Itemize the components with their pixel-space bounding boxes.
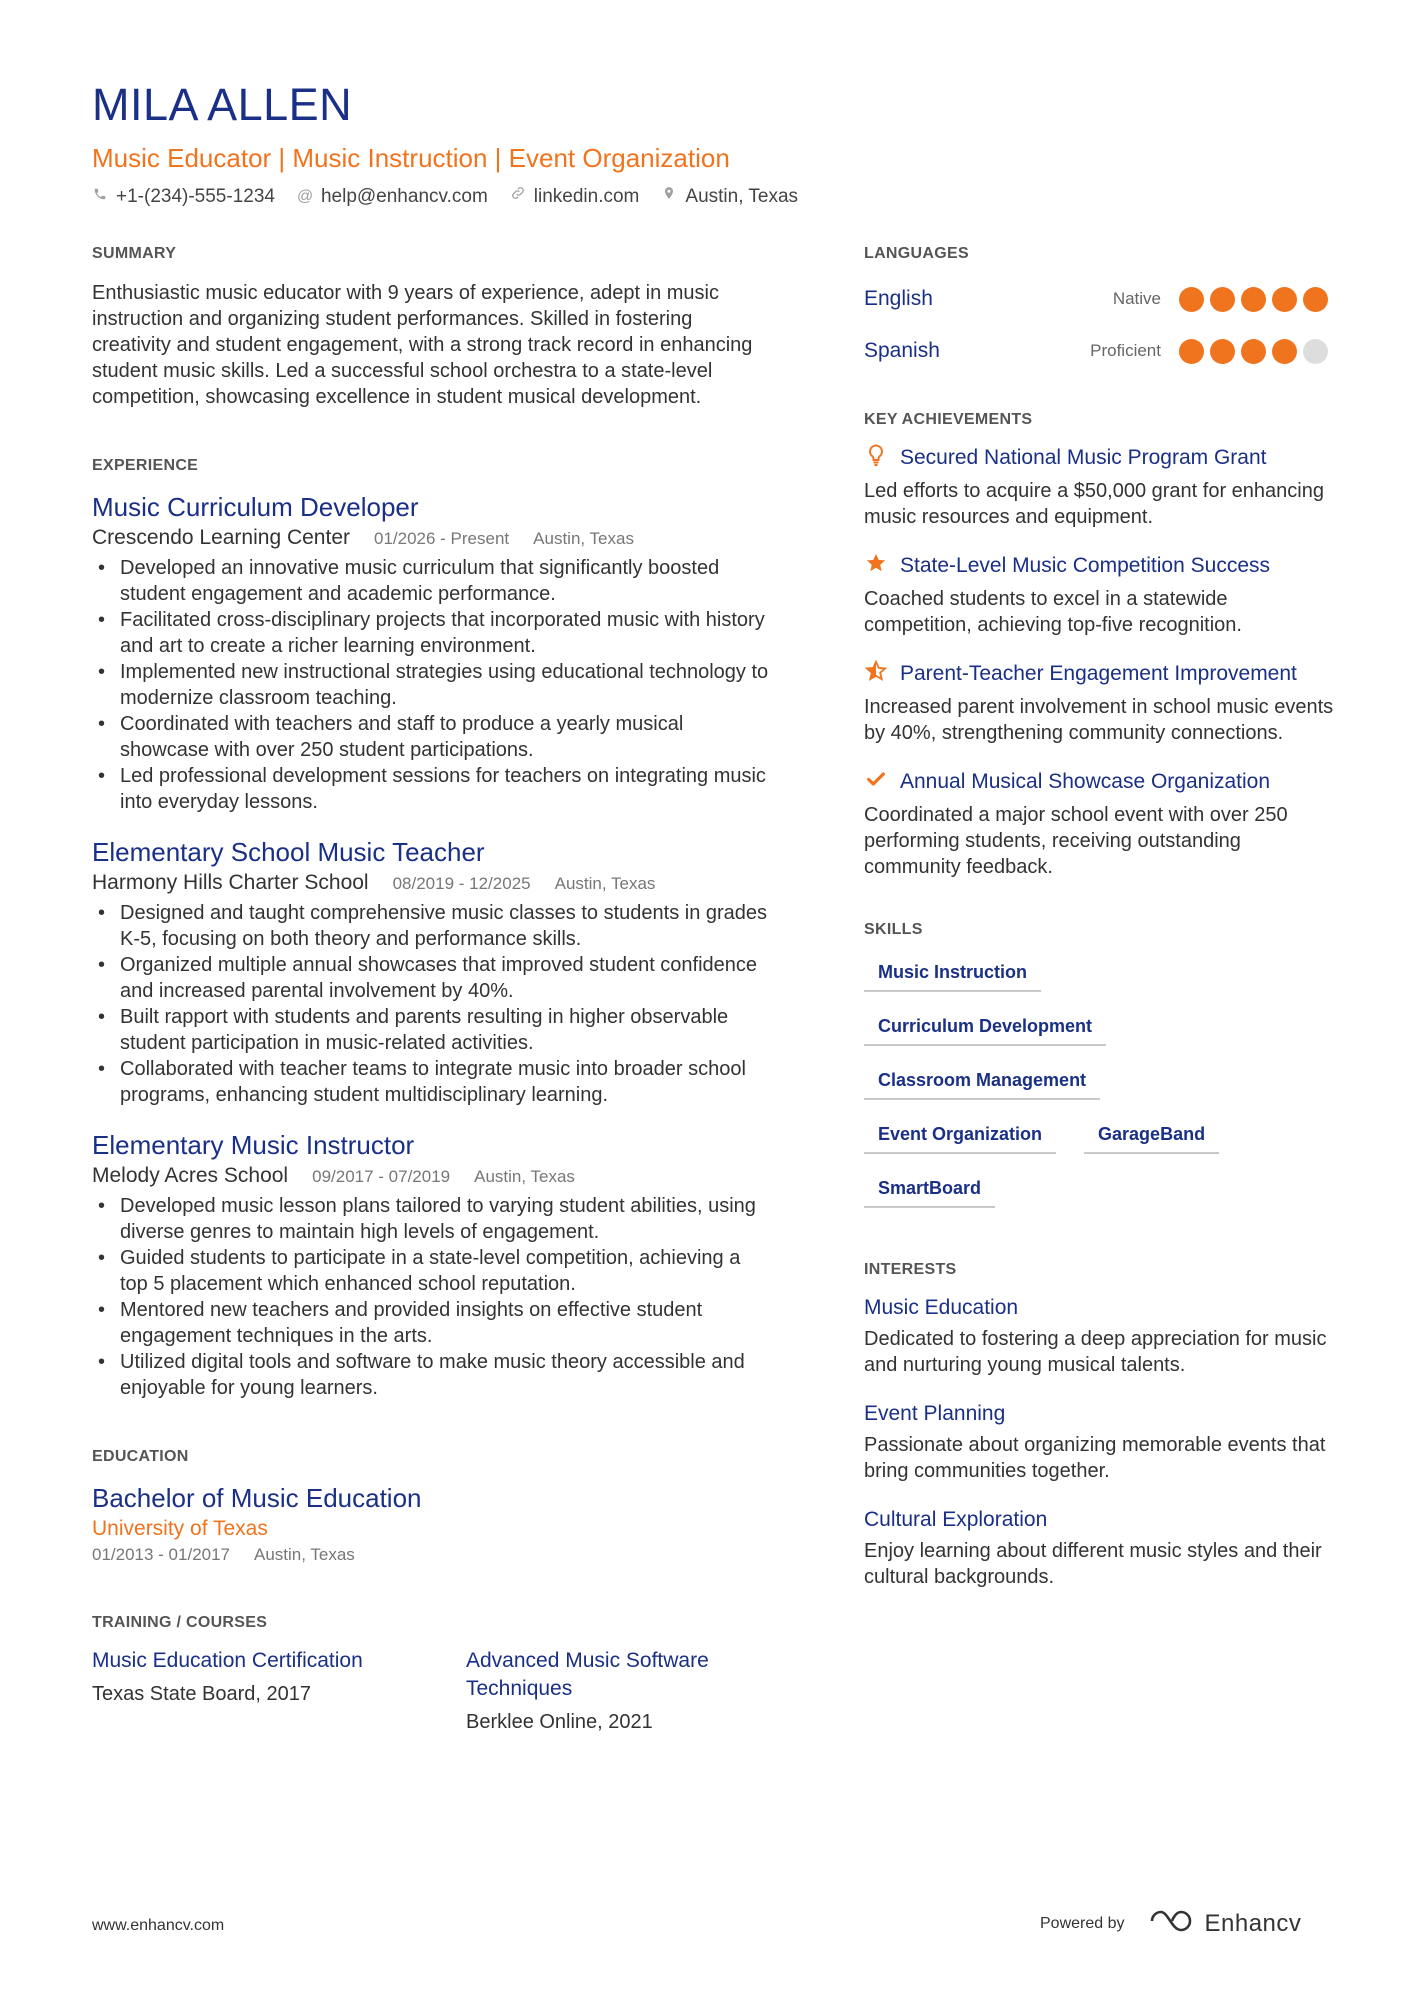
section-title: KEY ACHIEVEMENTS — [864, 411, 1033, 428]
job-title: Elementary Music Instructor — [92, 1130, 415, 1160]
achievement-head — [864, 552, 1334, 582]
section-title: SUMMARY — [92, 245, 177, 262]
interest-desc: Enjoy learning about different music styles and their cultural backgrounds. — [864, 1540, 1322, 1588]
bullet-item: • Guided students to participate in a state-level competition, achieving a top 5 placement which enhanced school reputation. — [92, 1245, 772, 1297]
contact-link[interactable] — [510, 184, 640, 210]
skill-row — [864, 1118, 1334, 1154]
interest-desc: Dedicated to fostering a deep appreciation for music and nurturing young musical talents. — [864, 1328, 1327, 1376]
job-company: Melody Acres School — [92, 1164, 289, 1187]
link-icon — [510, 184, 526, 210]
rating-dot-filled — [1303, 287, 1328, 312]
achievement-item — [864, 660, 1334, 746]
summary-text: Enthusiastic music educator with 9 years of experience, adept in music instruction and organizing student performances. Skilled in fostering creativity and student engagement, with a strong track record in enhancing student music skills. Led a successful school orchestra to a state-level competition, showcasing excellence in student musical development. — [92, 282, 753, 408]
training-item — [466, 1647, 766, 1735]
job-bullets — [92, 555, 792, 815]
achievement-title: Annual Musical Showcase Organization — [900, 770, 1271, 793]
interest-item — [864, 1400, 1334, 1484]
education-section — [92, 1447, 792, 1567]
footer-branding — [1040, 1907, 1301, 1940]
rating-dot-filled — [1272, 287, 1297, 312]
rating-dot-filled — [1241, 287, 1266, 312]
bullet-item: • Facilitated cross-disciplinary projects that incorporated music with history and art to create a richer learning environment. — [92, 607, 772, 659]
job-date: 01/2026 - Present — [374, 529, 510, 548]
achievement-title: Parent-Teacher Engagement Improvement — [900, 662, 1297, 685]
contact-phone — [92, 184, 275, 210]
summary-section — [92, 244, 792, 410]
contact-email[interactable] — [297, 184, 488, 210]
rating-dot-filled — [1241, 339, 1266, 364]
achievement-desc: Increased parent involvement in school music events by 40%, strengthening community connections. — [864, 696, 1334, 744]
section-title: SKILLS — [864, 921, 923, 938]
interest-title: Music Education — [864, 1296, 1019, 1319]
phone-text: +1-(234)-555-1234 — [116, 186, 275, 207]
skill-row — [864, 1064, 1334, 1100]
achievement-head — [864, 444, 1334, 474]
half-star-icon — [864, 660, 888, 690]
interest-item — [864, 1506, 1334, 1590]
powered-by-label: Powered by — [1040, 1914, 1125, 1932]
skills-section — [864, 920, 1334, 1208]
skill-row — [864, 956, 1334, 992]
skill-tag: Curriculum Development — [864, 1010, 1106, 1046]
interests-section — [864, 1260, 1334, 1590]
job-entry — [92, 490, 792, 815]
section-title: EDUCATION — [92, 1448, 189, 1465]
languages-section — [864, 244, 1334, 370]
job-meta — [92, 524, 792, 553]
job-bullets — [92, 1193, 792, 1401]
training-title: Music Education Certification — [92, 1649, 363, 1672]
education-date: 01/2013 - 01/2017 — [92, 1545, 231, 1564]
achievement-item — [864, 444, 1334, 530]
language-level: Proficient — [1090, 341, 1161, 360]
training-provider: Berklee Online, 2021 — [466, 1711, 653, 1733]
achievement-item — [864, 768, 1334, 880]
education-location: Austin, Texas — [254, 1545, 355, 1564]
job-entry — [92, 835, 792, 1108]
skill-row — [864, 1172, 1334, 1208]
language-name: Spanish — [864, 339, 940, 362]
achievement-title: State-Level Music Competition Success — [900, 554, 1270, 577]
bullet-item: • Led professional development sessions for teachers on integrating music into everyday lessons. — [92, 763, 772, 815]
training-grid — [92, 1647, 792, 1735]
job-meta — [92, 869, 792, 898]
achievement-title: Secured National Music Program Grant — [900, 446, 1267, 469]
language-rating — [1179, 339, 1334, 364]
link-text: linkedin.com — [533, 186, 640, 207]
section-title: LANGUAGES — [864, 245, 969, 262]
interest-title: Cultural Exploration — [864, 1508, 1048, 1531]
skill-tag: Music Instruction — [864, 956, 1041, 992]
achievement-desc: Coordinated a major school event with over 250 performing students, receiving outstanding community feedback. — [864, 804, 1288, 878]
candidate-name: MILA ALLEN — [92, 79, 353, 130]
skill-tag: Event Organization — [864, 1118, 1056, 1154]
job-date: 08/2019 - 12/2025 — [392, 874, 531, 893]
training-item — [92, 1647, 466, 1735]
skills-list — [864, 956, 1334, 1208]
rating-dot-filled — [1210, 287, 1235, 312]
job-company: Harmony Hills Charter School — [92, 871, 369, 894]
language-row — [864, 332, 1334, 370]
job-title: Elementary School Music Teacher — [92, 837, 485, 867]
job-entry — [92, 1128, 792, 1401]
lightbulb-icon — [864, 444, 888, 474]
enhancv-logo-icon — [1149, 1907, 1205, 1940]
skill-tag: SmartBoard — [864, 1172, 995, 1208]
bullet-item: • Coordinated with teachers and staff to produce a yearly musical showcase with over 250 student participations. — [92, 711, 772, 763]
bullet-item: • Organized multiple annual showcases that improved student confidence and increased parental involvement by 40%. — [92, 952, 772, 1004]
rating-dot-filled — [1210, 339, 1235, 364]
right-column — [864, 244, 1334, 1590]
bullet-item: • Implemented new instructional strategies using educational technology to modernize classroom teaching. — [92, 659, 772, 711]
degree-title: Bachelor of Music Education — [92, 1483, 422, 1513]
interest-title: Event Planning — [864, 1402, 1006, 1425]
language-level: Native — [1112, 289, 1161, 308]
language-name: English — [864, 287, 933, 310]
bullet-item: • Designed and taught comprehensive music classes to students in grades K-5, focusing on both theory and performance skills. — [92, 900, 772, 952]
bullet-item: • Collaborated with teacher teams to integrate music into broader school programs, enhancing student multidisciplinary learning. — [92, 1056, 772, 1108]
achievements-section — [864, 410, 1334, 880]
location-text: Austin, Texas — [685, 186, 799, 207]
language-row — [864, 280, 1334, 318]
section-title: EXPERIENCE — [92, 457, 199, 474]
section-title: INTERESTS — [864, 1261, 957, 1278]
candidate-headline: Music Educator | Music Instruction | Event Organization — [92, 143, 730, 173]
job-location: Austin, Texas — [554, 874, 656, 893]
job-bullets — [92, 900, 792, 1108]
job-meta — [92, 1162, 792, 1191]
achievement-desc: Led efforts to acquire a $50,000 grant for enhancing music resources and equipment. — [864, 480, 1324, 528]
rating-dot-filled — [1272, 339, 1297, 364]
resume-header — [92, 78, 1332, 210]
job-date: 09/2017 - 07/2019 — [312, 1167, 451, 1186]
enhancv-logo-text: Enhancv — [1204, 1909, 1302, 1937]
phone-icon — [92, 184, 108, 210]
skill-tag: GarageBand — [1084, 1118, 1219, 1154]
achievement-head — [864, 768, 1334, 798]
achievement-head — [864, 660, 1334, 690]
rating-dot-filled — [1179, 287, 1204, 312]
language-rating — [1179, 287, 1334, 312]
email-text: help@enhancv.com — [320, 186, 488, 207]
education-meta — [92, 1543, 792, 1567]
achievement-item — [864, 552, 1334, 638]
bullet-item: • Developed music lesson plans tailored to varying student abilities, using diverse genres to maintain high levels of engagement. — [92, 1193, 772, 1245]
footer-website[interactable]: www.enhancv.com — [92, 1917, 225, 1934]
section-title: TRAINING / COURSES — [92, 1614, 268, 1631]
training-provider: Texas State Board, 2017 — [92, 1683, 312, 1705]
star-icon — [864, 552, 888, 582]
bullet-item: • Utilized digital tools and software to make music theory accessible and enjoyable for young learners. — [92, 1349, 772, 1401]
skill-tag: Classroom Management — [864, 1064, 1100, 1100]
bullet-item: • Built rapport with students and parents resulting in higher observable student participation in music-related activities. — [92, 1004, 772, 1056]
bullet-item: • Mentored new teachers and provided insights on effective student engagement techniques in the arts. — [92, 1297, 772, 1349]
contact-location — [661, 184, 798, 210]
left-column — [92, 244, 792, 1735]
skill-row — [864, 1010, 1334, 1046]
school-name: University of Texas — [92, 1517, 268, 1540]
bullet-item: • Developed an innovative music curriculum that significantly boosted student engagement and academic performance. — [92, 555, 772, 607]
job-title: Music Curriculum Developer — [92, 492, 419, 522]
location-pin-icon — [661, 184, 677, 210]
training-title: Advanced Music Software Techniques — [466, 1649, 709, 1700]
at-icon: @ — [296, 188, 314, 205]
training-section — [92, 1613, 792, 1735]
achievement-desc: Coached students to excel in a statewide competition, achieving top-five recognition. — [864, 588, 1242, 636]
interest-desc: Passionate about organizing memorable events that bring communities together. — [864, 1434, 1326, 1482]
interest-item — [864, 1294, 1334, 1378]
rating-dot-empty — [1303, 339, 1328, 364]
rating-dot-filled — [1179, 339, 1204, 364]
job-location: Austin, Texas — [533, 529, 634, 548]
checkmark-icon — [864, 768, 888, 798]
contact-bar — [92, 184, 1332, 210]
experience-section — [92, 456, 792, 1401]
job-location: Austin, Texas — [474, 1167, 575, 1186]
job-company: Crescendo Learning Center — [92, 526, 350, 549]
